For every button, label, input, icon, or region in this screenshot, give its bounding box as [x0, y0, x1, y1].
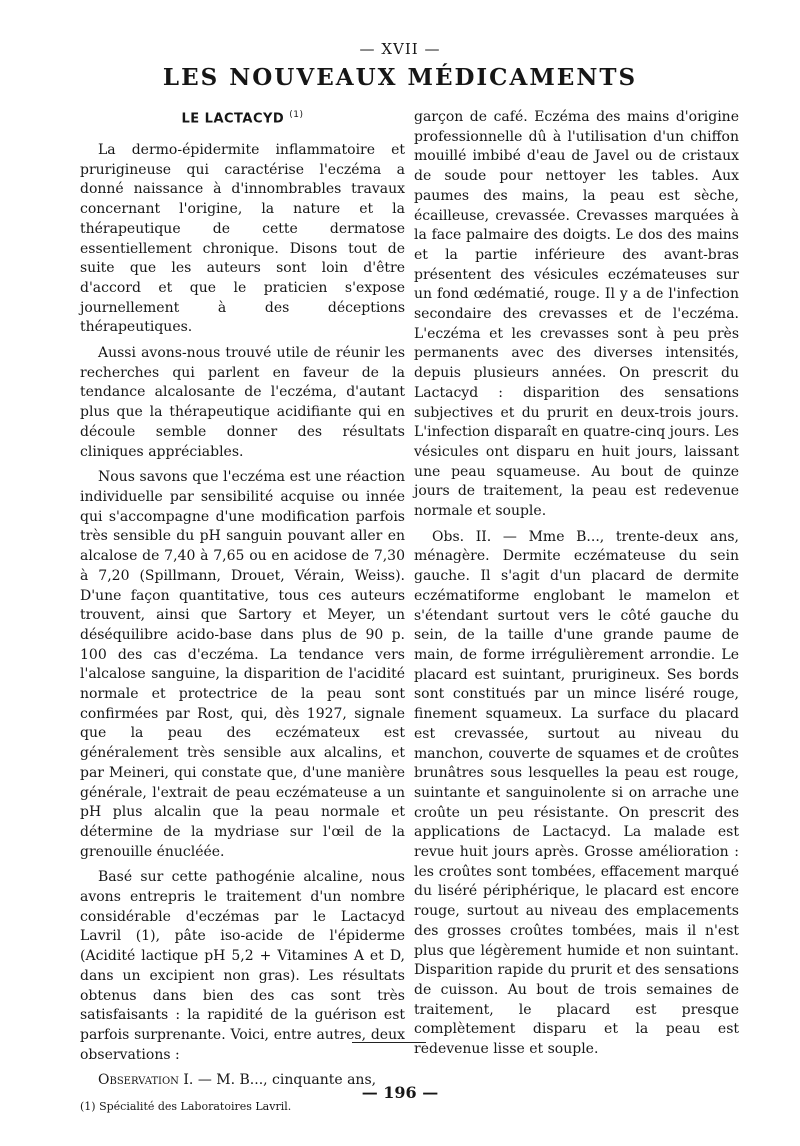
- observation-intro: — M. B..., cinquante ans,: [193, 1072, 377, 1089]
- section-number: — XVII —: [359, 40, 441, 58]
- paragraph: garçon de café. Eczéma des mains d'origine professionnelle dû à l'utilisation d'un chiffon mouillé imbibé d'eau de Javel ou de cristaux de soude pour nettoyer les tables. Aux paumes des mains, la peau est sèche, écailleuse, crevassée. Crevasses marquées à la face palmaire des doigts. Le dos des mains et la partie inférieure des avant-bras présentent des vésicules eczémateuses sur un fond œdématié, rouge. Il y a de l'infection secondaire des crevasses et de l'eczéma. L'eczéma et les crevasses sont à peu près permanents avec des diverses intensités, depuis plusieurs années. On prescrit du Lactacyd : disparition des sensations subjectives et du prurit en deux-trois jours. L'infection disparaît en quatre-cinq jours. Les vésicules ont disparu en huit jours, laissant une peau squameuse. Au bout de quinze jours de traitement, la peau est redevenue normale et souple.: [414, 109, 739, 520]
- paragraph: Obs. II. — Mme B..., trente-deux ans, ménagère. Dermite eczémateuse du sein gauche. Il s'agit d'un placard de dermite eczématiforme englobant le mamelon et s'étendant surtout vers le côté gauche du sein, de la taille d'une grande paume de main, de forme irrégulièrement arrondie. Le placard est suintant, prurigineux. Ses bords sont constitués par un mince liséré rouge, finement squameux. La surface du placard est crevassée, surtout au niveau du manchon, couverte de squames et de croûtes brunâtres sous lesquelles la peau est rouge, suintante et sanguinolente si on arrache une croûte un peu résistante. On prescrit des applications de Lactacyd. La malade est revue huit jours après. Grosse amélioration : les croûtes sont tombées, effacement marqué du liséré périphérique, le placard est encore rouge, surtout au niveau des emplacements des grosses croûtes tombées, mais il n'est plus que légèrement humide et non suintant. Disparition rapide du prurit et des sensations de cuisson. Au bout de trois semaines de traitement, le placard est presque complètement disparu et la peau est redevenue lisse et souple.: [414, 528, 739, 1058]
- page-title: LES NOUVEAUX MÉDICAMENTS: [162, 64, 638, 91]
- page-number: — 196 —: [361, 1083, 439, 1102]
- paragraph: Basé sur cette pathogénie alcaline, nous avons entrepris le traitement d'un nombre considérable d'eczémas par le Lactacyd Lavril (1), pâte iso-acide de l'épiderme (Acidité lactique pH 5,2 + Vitamines A et D, dans un excipient non gras). Les résultats obtenus dans bien des cas sont très satisfaisants : la rapidité de la guérison est parfois surprenante. Voici, entre autres, deux observations :: [80, 869, 405, 1063]
- right-column: [414, 108, 739, 1066]
- left-column: [80, 100, 405, 1120]
- footnote-marker: (1): [289, 110, 304, 120]
- footnote: (1) Spécialité des Laboratoires Lavril.: [80, 1100, 292, 1114]
- paragraph: Aussi avons-nous trouvé utile de réunir les recherches qui parlent en faveur de la tendance alcalosante de l'eczéma, d'autant plus que la thérapeutique acidifiante qui en découle semble donner des résultats cliniques appréciables.: [80, 345, 405, 460]
- observation-label: Observation I.: [98, 1072, 194, 1089]
- footer-divider: [352, 1042, 426, 1043]
- article-subtitle: [80, 106, 405, 129]
- paragraph: Nous savons que l'eczéma est une réaction individuelle par sensibilité acquise ou innée qui s'accompagne d'une modification parfois très sensible du pH sanguin pouvant aller en alcalose de 7,40 à 7,65 ou en acidose de 7,30 à 7,20 (Spillmann, Drouet, Vérain, Weiss). D'une façon quantitative, tous ces auteurs trouvent, ainsi que Sartory et Meyer, un déséquilibre acido-base dans plus de 90 p. 100 des cas d'eczéma. La tendance vers l'alcalose sanguine, la disparition de l'acidité normale et protectrice de la peau sont confirmées par Rost, qui, dès 1927, signale que la peau des eczémateux est généralement très sensible aux alcalins, et par Meineri, qui constate que, d'une manière générale, l'extrait de peau eczémateuse a un pH plus alcalin que la peau normale et détermine de la mydriase sur l'œil de la grenouille énucléée.: [80, 469, 405, 860]
- article-subtitle-text: LE LACTACYD: [181, 111, 285, 127]
- paragraph: La dermo-épidermite inflammatoire et prurigineuse qui caractérise l'eczéma a donné naissance à d'innombrables travaux concernant l'origine, la nature et la thérapeutique de cette dermatose essentiellement chronique. Disons tout de suite que les auteurs sont loin d'être d'accord et que le praticien s'expose journellement à des déceptions thérapeutiques.: [80, 142, 405, 336]
